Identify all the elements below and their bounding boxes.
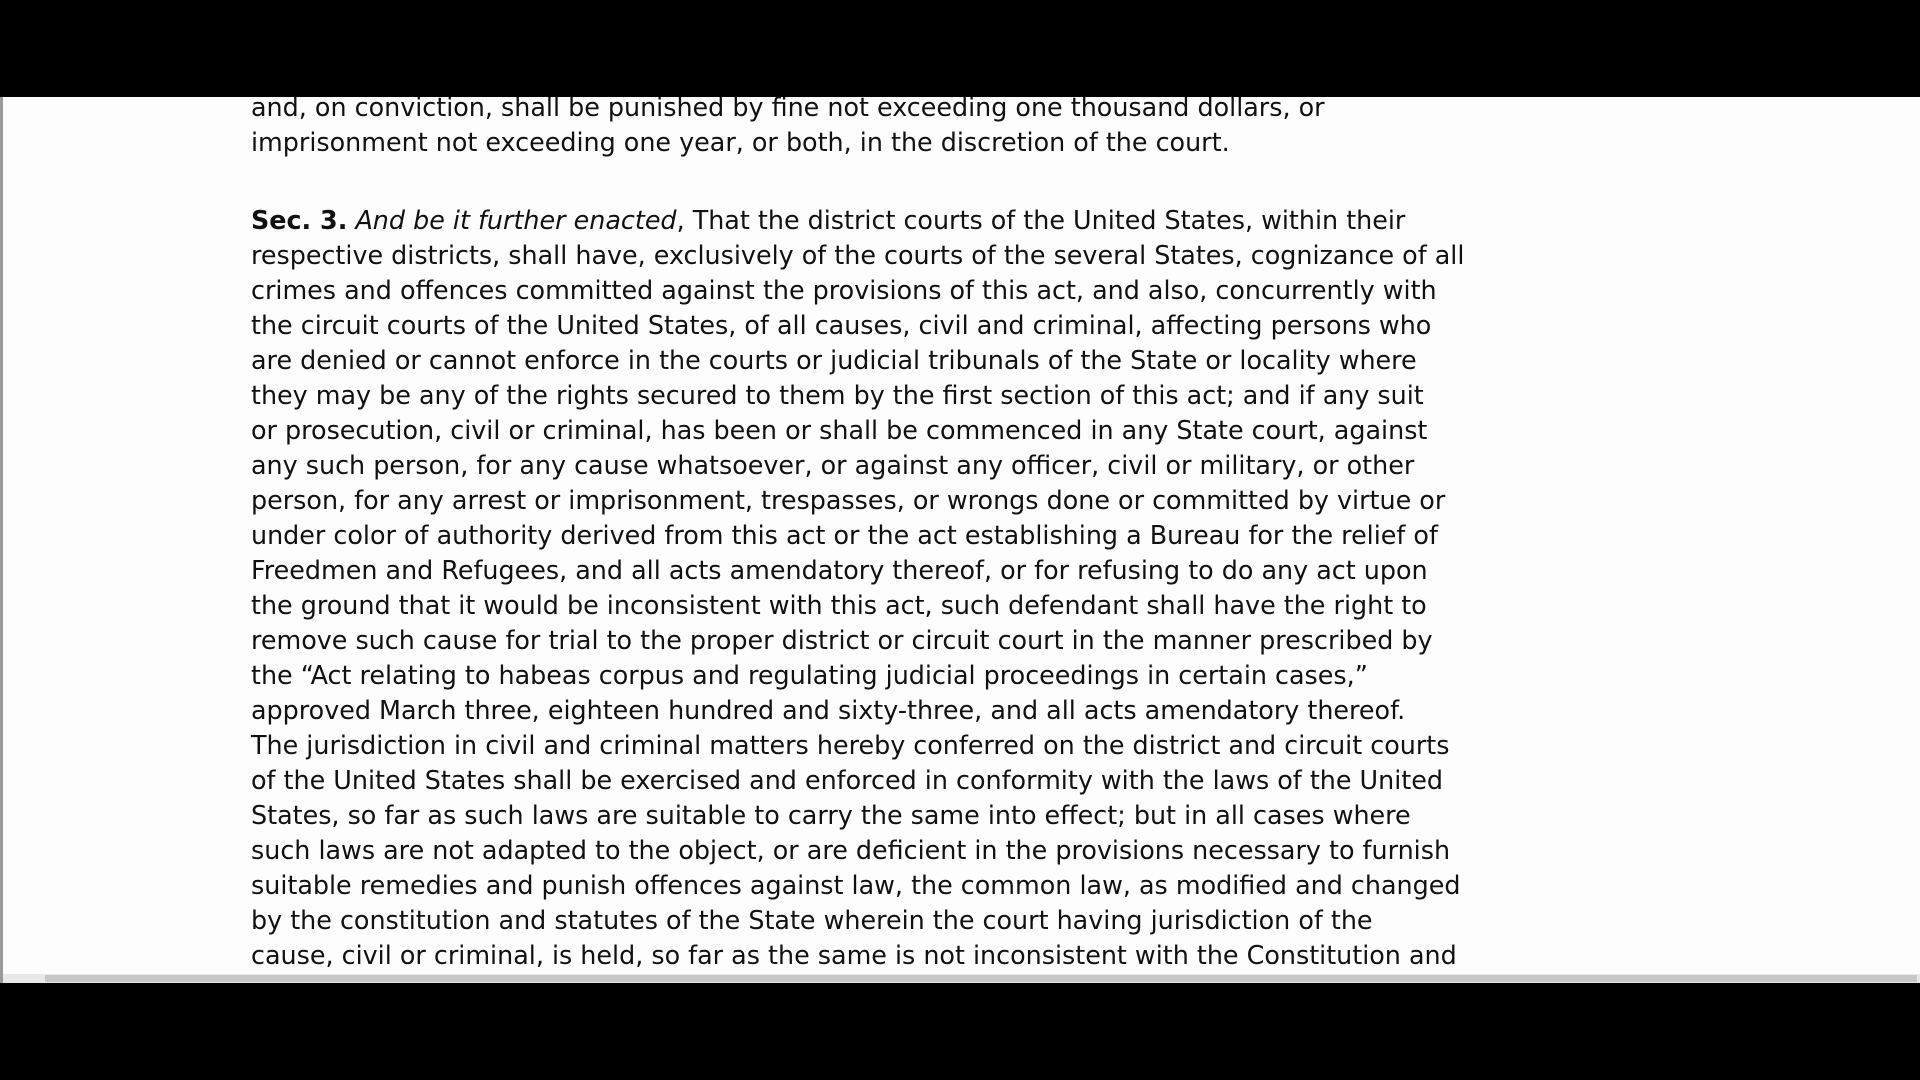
text-line: Freedmen and Refugees, and all acts amendatory thereof, or for refusing to do any act upon: [251, 555, 1428, 585]
text-line: approved March three, eighteen hundred and sixty-three, and all acts amendatory thereof.: [251, 695, 1406, 725]
text-line: they may be any of the rights secured to them by the first section of this act; and if any suit: [251, 380, 1424, 410]
text-line: are denied or cannot enforce in the courts or judicial tribunals of the State or locality where: [251, 345, 1417, 375]
horizontal-scrollbar[interactable]: [3, 974, 1920, 983]
enacting-clause: And be it further enacted: [355, 205, 677, 235]
text-line: such laws are not adapted to the object, or are deficient in the provisions necessary to furnish: [251, 835, 1451, 865]
text-line: person, for any arrest or imprisonment, trespasses, or wrongs done or committed by virtue or: [251, 485, 1446, 515]
text-line: cause, civil or criminal, is held, so far as the same is not inconsistent with the Constitution and: [251, 940, 1457, 970]
section-heading-line: [251, 203, 1464, 238]
text-line: The jurisdiction in civil and criminal matters hereby conferred on the district and circuit courts: [251, 730, 1450, 760]
text-line: by the constitution and statutes of the State wherein the court having jurisdiction of the: [251, 905, 1373, 935]
document-text: [251, 97, 1464, 973]
text-line: under color of authority derived from this act or the act establishing a Bureau for the relief of: [251, 520, 1438, 550]
section-label: Sec. 3.: [251, 205, 348, 235]
text-line: suitable remedies and punish offences against law, the common law, as modified and changed: [251, 870, 1461, 900]
text-line: States, so far as such laws are suitable to carry the same into effect; but in all cases where: [251, 800, 1411, 830]
text-line: crimes and offences committed against the provisions of this act, and also, concurrently with: [251, 275, 1437, 305]
text-line: remove such cause for trial to the proper district or circuit court in the manner prescribed by: [251, 625, 1433, 655]
text-line: respective districts, shall have, exclusively of the courts of the several States, cognizance of all: [251, 240, 1465, 270]
text-line: and, on conviction, shall be punished by fine not exceeding one thousand dollars, or: [251, 97, 1325, 122]
text-line: of the United States shall be exercised and enforced in conformity with the laws of the United: [251, 765, 1443, 795]
text-line: the circuit courts of the United States, of all causes, civil and criminal, affecting persons who: [251, 310, 1432, 340]
text-line: the ground that it would be inconsistent with this act, such defendant shall have the right to: [251, 590, 1427, 620]
text-line: the “Act relating to habeas corpus and regulating judicial proceedings in certain cases,”: [251, 660, 1368, 690]
text-span: , That the district courts of the United States, within their: [676, 205, 1406, 235]
document-viewer[interactable]: [0, 97, 1920, 983]
scrollbar-thumb[interactable]: [45, 975, 1917, 982]
text-line: imprisonment not exceeding one year, or both, in the discretion of the court.: [251, 127, 1230, 157]
text-line: any such person, for any cause whatsoever, or against any officer, civil or military, or other: [251, 450, 1415, 480]
text-line: or prosecution, civil or criminal, has been or shall be commenced in any State court, against: [251, 415, 1428, 445]
